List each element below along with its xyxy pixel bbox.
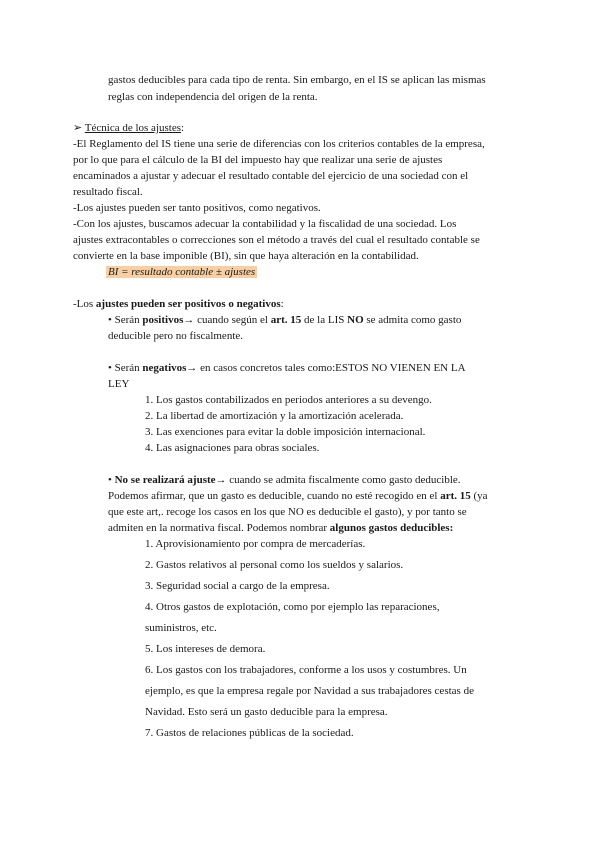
- positivos-line-2: deducible pero no fiscalmente.: [108, 330, 244, 342]
- list-item: 5. Los intereses de demora.: [145, 643, 266, 655]
- list-item: 1. Los gastos contabilizados en periodos anteriores a su devengo.: [145, 394, 432, 406]
- no-ajuste-line-3: que este art,. recoge los casos en los que NO es deducible el gasto), y por tanto se: [108, 506, 467, 518]
- negativos-line-2: LEY: [108, 378, 130, 390]
- para-line: -Los ajustes pueden ser tanto positivos, como negativos.: [73, 202, 321, 214]
- list-item: 2. La libertad de amortización y la amortización acelerada.: [145, 410, 404, 422]
- list-item: 6. Los gastos con los trabajadores, conforme a los usos y costumbres. Un: [145, 664, 467, 676]
- list-item: 7. Gastos de relaciones públicas de la sociedad.: [145, 727, 354, 739]
- arrow-bullet-icon: ➢: [73, 122, 83, 134]
- ajustes-intro: -Los ajustes pueden ser positivos o negativos:: [73, 298, 284, 310]
- section-heading: ➢ Técnica de los ajustes:: [73, 122, 185, 134]
- list-item: 1. Aprovisionamiento por compra de mercaderías.: [145, 538, 366, 550]
- para-line: -Con los ajustes, buscamos adecuar la contabilidad y la fiscalidad de una sociedad. Los: [73, 218, 457, 230]
- section-title: Técnica de los ajustes: [84, 122, 181, 134]
- list-item: Navidad. Esto será un gasto deducible para la empresa.: [145, 706, 388, 718]
- no-ajuste-line-4: admiten en la normativa fiscal. Podemos nombrar algunos gastos deducibles:: [108, 522, 454, 534]
- formula: [106, 265, 257, 279]
- para-line: convierte en la base imponible (BI), sin que haya alteración en la contabilidad.: [73, 250, 419, 262]
- list-item: 4. Las asignaciones para obras sociales.: [145, 442, 320, 454]
- formula-highlight: BI = resultado contable ± ajustes: [108, 266, 256, 278]
- para-line: encaminados a ajustar y adecuar el resultado contable del ejercicio de una sociedad con el: [73, 170, 469, 182]
- intro-line-1: gastos deducibles para cada tipo de renta. Sin embargo, en el IS se aplican las mismas: [108, 74, 486, 86]
- intro-line-2: reglas con independencia del origen de la renta.: [108, 91, 318, 103]
- list-item: 3. Seguridad social a cargo de la empresa.: [145, 580, 330, 592]
- positivos-line: • Serán positivos→ cuando según el art. 15 de la LIS NO se admita como gasto: [108, 314, 462, 326]
- para-line: por lo que para el cálculo de la BI del impuesto hay que realizar una serie de ajustes: [73, 154, 443, 166]
- negativos-line: • Serán negativos→ en casos concretos tales como:ESTOS NO VIENEN EN LA: [108, 362, 466, 374]
- list-item: suministros, etc.: [145, 622, 217, 634]
- para-line: ajustes extracontables o correcciones son el método a través del cual el resultado contable se: [73, 234, 480, 246]
- list-item: 2. Gastos relativos al personal como los sueldos y salarios.: [145, 559, 404, 571]
- no-ajuste-line: • No se realizará ajuste→ cuando se admita fiscalmente como gasto deducible.: [108, 474, 461, 486]
- list-item: 3. Las exenciones para evitar la doble imposición internacional.: [145, 426, 426, 438]
- list-item: ejemplo, es que la empresa regale por Navidad a sus trabajadores cestas de: [145, 685, 474, 697]
- list-item: 4. Otros gastos de explotación, como por ejemplo las reparaciones,: [145, 601, 440, 613]
- para-line: -El Reglamento del IS tiene una serie de diferencias con los criterios contables de la empresa,: [73, 138, 485, 150]
- no-ajuste-line-2: Podemos afirmar, que un gasto es deducible, cuando no esté recogido en el art. 15 (ya: [108, 490, 488, 502]
- para-line: resultado fiscal.: [73, 186, 143, 198]
